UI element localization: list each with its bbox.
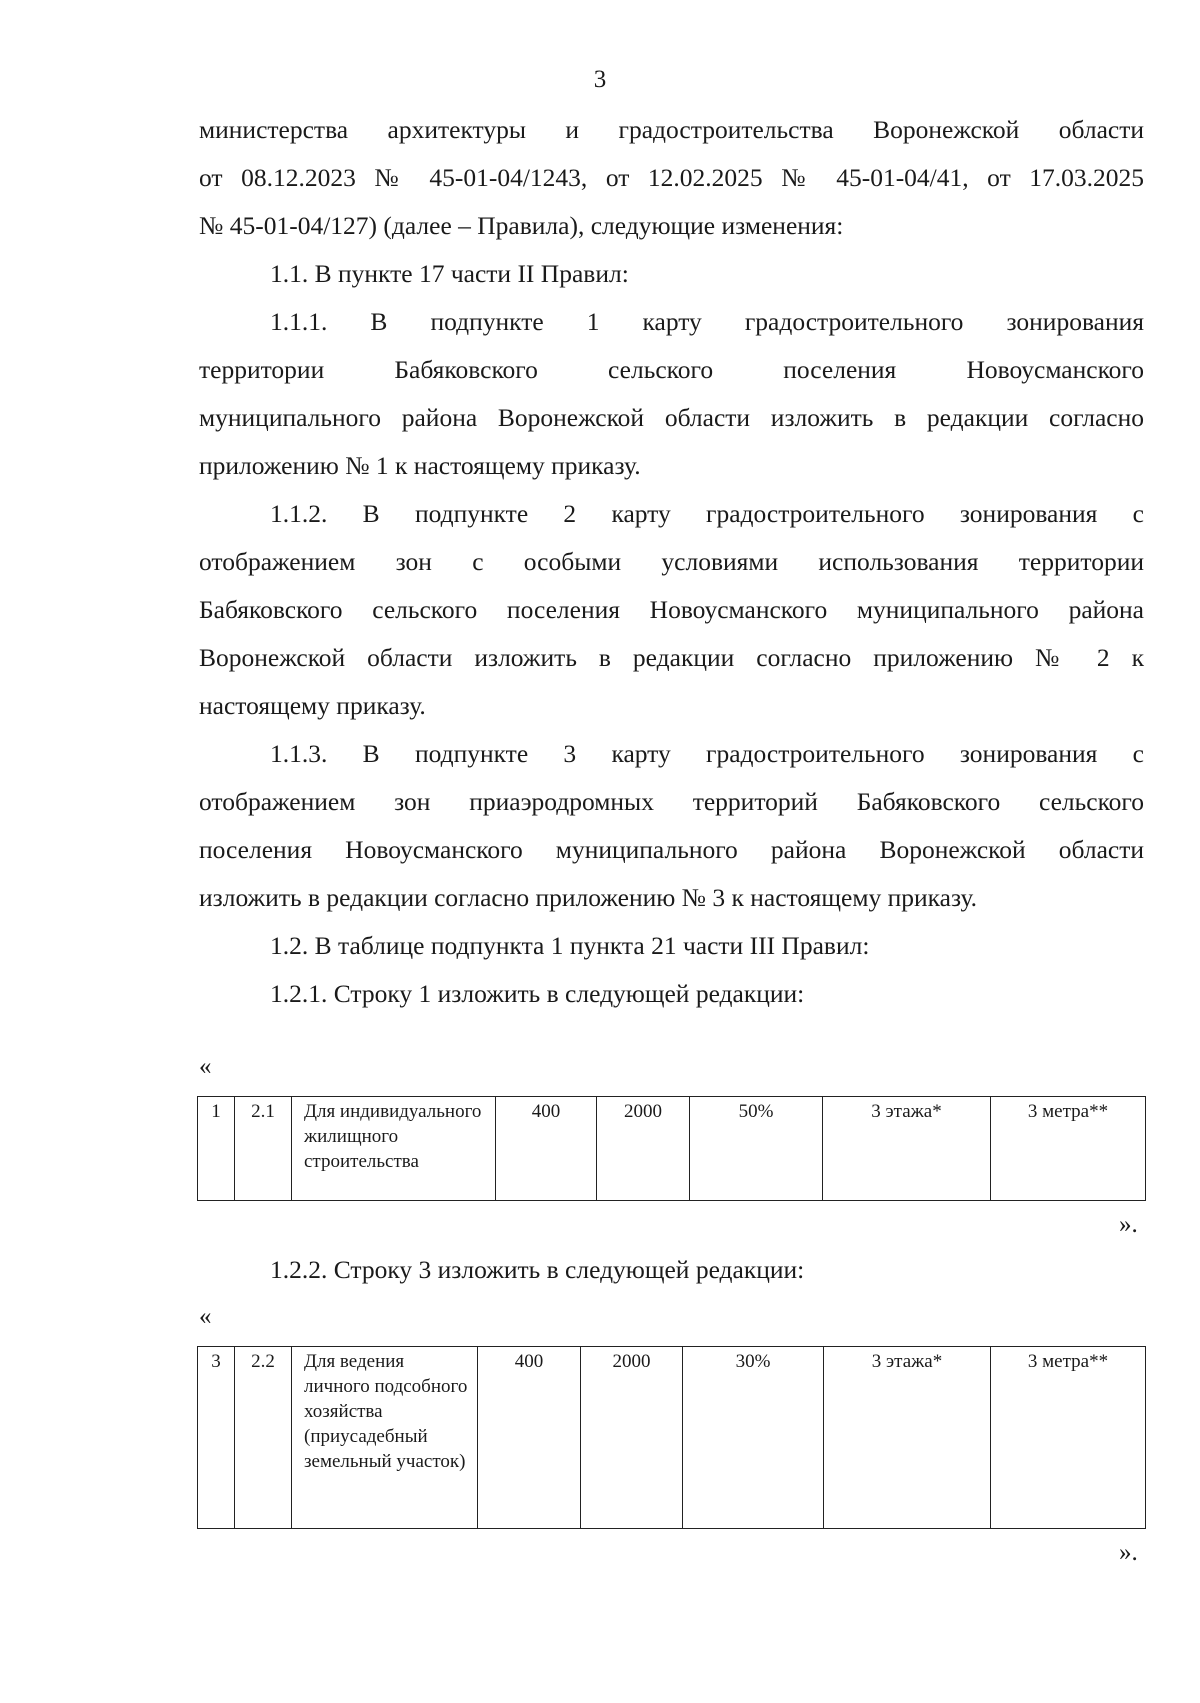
table-cell: 3 этажа* [824, 1347, 991, 1529]
table-cell: 3 этажа* [823, 1097, 991, 1201]
table-cell: 400 [496, 1097, 597, 1201]
paragraph-line: 1.2.2. Строку 3 изложить в следующей редакции: [270, 1255, 805, 1284]
paragraph-line: Бабяковского сельского поселения Новоусманского муниципального района [199, 595, 1144, 624]
paragraph-line: территории Бабяковского сельского поселения Новоусманского [199, 355, 1144, 384]
table-cell: 3 [198, 1347, 235, 1529]
paragraph-line: министерства архитектуры и градостроительства Воронежской области [199, 115, 1144, 144]
paragraph-line: изложить в редакции согласно приложению № 3 к настоящему приказу. [199, 883, 978, 912]
paragraph-line: 1.1.2. В подпункте 2 карту градостроительного зонирования с [270, 499, 1144, 528]
paragraph-line: Воронежской области изложить в редакции согласно приложению № 2 к [199, 643, 1144, 672]
paragraph-line: муниципального района Воронежской области изложить в редакции согласно [199, 403, 1144, 432]
table-cell: 2000 [581, 1347, 683, 1529]
table-cell: 1 [198, 1097, 235, 1201]
paragraph-line: № 45-01-04/127) (далее – Правила), следующие изменения: [199, 211, 844, 240]
table-row-1 [197, 1096, 1146, 1201]
table-cell: Для индивидуального жилищного строительства [292, 1097, 496, 1201]
paragraph-line: 1.1.3. В подпункте 3 карту градостроительного зонирования с [270, 739, 1144, 768]
table-cell: 2000 [597, 1097, 690, 1201]
table-cell: 50% [690, 1097, 823, 1201]
table-cell: 3 метра** [991, 1097, 1146, 1201]
page-number: 3 [593, 66, 607, 93]
paragraph-line: отображением зон приаэродромных территорий Бабяковского сельского [199, 787, 1144, 816]
table-cell: 2.1 [235, 1097, 292, 1201]
paragraph-line: 1.2. В таблице подпункта 1 пункта 21 части III Правил: [270, 931, 870, 960]
table-cell: 3 метра** [991, 1347, 1146, 1529]
paragraph-line: поселения Новоусманского муниципального района Воронежской области [199, 835, 1144, 864]
table-cell: 400 [478, 1347, 581, 1529]
quote-close: ». [1119, 1539, 1138, 1566]
paragraph-line: отображением зон с особыми условиями использования территории [199, 547, 1144, 576]
table-cell: 2.2 [235, 1347, 292, 1529]
paragraph-line: 1.1. В пункте 17 части II Правил: [270, 259, 629, 288]
paragraph-line: приложению № 1 к настоящему приказу. [199, 451, 641, 480]
table-row-3 [197, 1346, 1146, 1529]
paragraph-line: 1.2.1. Строку 1 изложить в следующей редакции: [270, 979, 805, 1008]
quote-close: ». [1119, 1211, 1138, 1238]
paragraph-line: настоящему приказу. [199, 691, 426, 720]
paragraph-line: от 08.12.2023 № 45-01-04/1243, от 12.02.2025 № 45-01-04/41, от 17.03.2025 [199, 163, 1144, 192]
quote-open: « [199, 1053, 212, 1080]
table-cell: 30% [683, 1347, 824, 1529]
paragraph-line: 1.1.1. В подпункте 1 карту градостроительного зонирования [270, 307, 1144, 336]
quote-open: « [199, 1303, 212, 1330]
table-cell: Для ведения личного подсобного хозяйства (приусадебный земельный участок) [292, 1347, 478, 1529]
